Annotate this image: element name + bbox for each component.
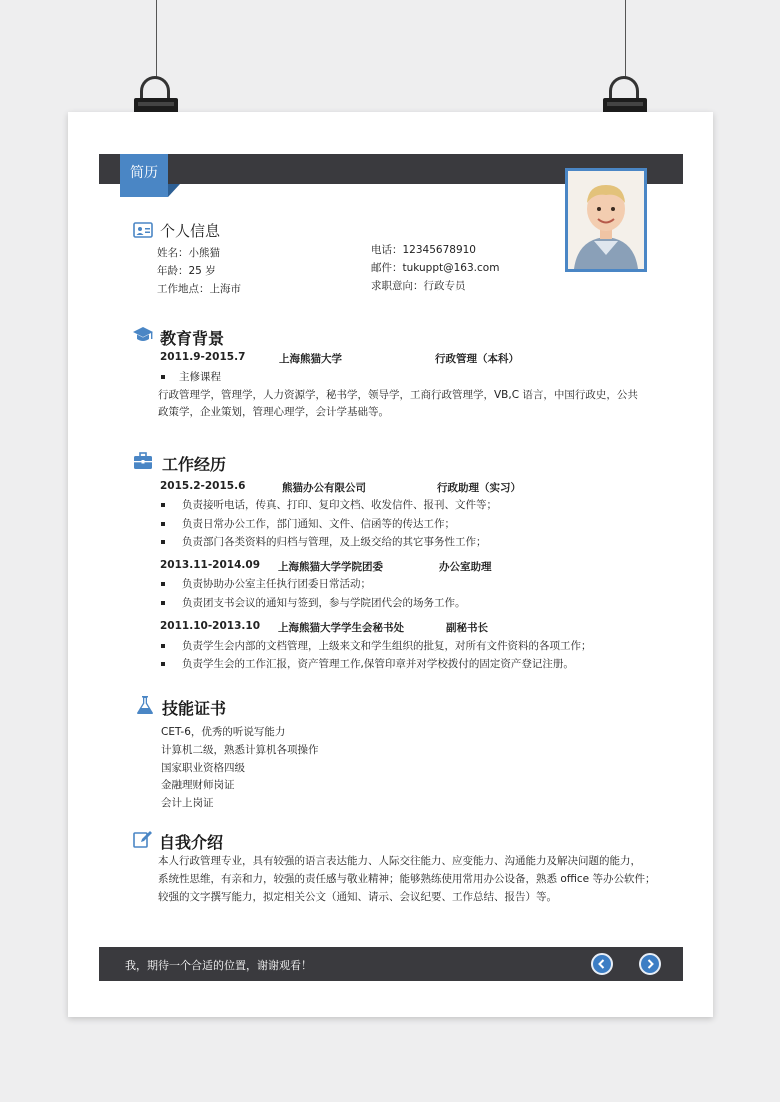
job-role: 办公室助理 (439, 561, 492, 573)
briefcase-icon (133, 452, 153, 470)
job-role: 副秘书长 (446, 622, 488, 634)
prev-button[interactable] (591, 953, 613, 975)
job-period: 2015.2-2015.6 (160, 480, 246, 492)
arrow-left-icon (596, 958, 608, 970)
section-title-skills: 技能证书 (162, 699, 227, 718)
education-major: 行政管理（本科） (435, 353, 519, 365)
personal-intent: 求职意向：行政专员 (371, 280, 466, 292)
personal-phone: 电话：12345678910 (371, 244, 476, 256)
hanging-string (625, 0, 626, 78)
personal-name: 姓名：小熊猫 (157, 247, 220, 259)
job-role: 行政助理（实习） (437, 482, 521, 494)
skill-item: 国家职业资格四级 (161, 762, 245, 774)
footer-text: 我，期待一个合适的位置，谢谢观看！ (125, 959, 312, 972)
bullet-icon (161, 375, 165, 379)
bullet-icon (161, 540, 165, 544)
education-courses-line: 行政管理学，管理学，人力资源学，秘书学，领导学，工商行政管理学，VB,C 语言，中国行政史，公共 (158, 389, 638, 401)
intro-line: 系统性思维，有亲和力，较强的责任感与敬业精神；能够熟练使用常用办公设备，熟悉 office 等办公软件； (158, 873, 656, 885)
resume-paper (68, 112, 713, 1017)
id-card-icon (133, 221, 153, 239)
job-duty: 负责学生会的工作汇报，资产管理工作,保管印章并对学校拨付的固定资产登记注册。 (182, 658, 574, 670)
education-courses-line: 政策学，企业策划，管理心理学，会计学基础等。 (158, 406, 389, 418)
skill-item: 金融理财师岗证 (161, 779, 235, 791)
job-org: 上海熊猫大学学院团委 (278, 561, 383, 573)
footer-bar (99, 947, 683, 981)
skill-item: CET-6，优秀的听说写能力 (161, 726, 286, 738)
profile-photo (565, 168, 647, 272)
bullet-icon (161, 582, 165, 586)
job-period: 2013.11-2014.09 (160, 559, 261, 571)
pencil-icon (133, 830, 153, 848)
resume-tag: 简历 (120, 154, 168, 197)
education-bullet: 主修课程 (179, 371, 221, 383)
job-duty: 负责协助办公室主任执行团委日常活动； (182, 578, 371, 590)
intro-line: 较强的文字撰写能力，拟定相关公文（通知、请示、会议纪要、工作总结、报告）等。 (158, 891, 557, 903)
education-period: 2011.9-2015.7 (160, 351, 246, 363)
bullet-icon (161, 601, 165, 605)
next-button[interactable] (639, 953, 661, 975)
job-org: 熊猫办公有限公司 (282, 482, 366, 494)
job-duty: 负责团支书会议的通知与签到，参与学院团代会的场务工作。 (182, 597, 466, 609)
job-duty: 负责接听电话，传真、打印、复印文档、收发信件、报刊、文件等； (182, 499, 497, 511)
job-duty: 负责部门各类资料的归档与管理，及上级交给的其它事务性工作； (182, 536, 487, 548)
intro-line: 本人行政管理专业，具有较强的语言表达能力、人际交往能力、应变能力、沟通能力及解决问题的能力， (158, 855, 641, 867)
bullet-icon (161, 522, 165, 526)
bullet-icon (161, 503, 165, 507)
skill-item: 会计上岗证 (161, 797, 214, 809)
flask-icon (136, 695, 154, 715)
education-school: 上海熊猫大学 (279, 353, 342, 365)
section-title-work: 工作经历 (162, 455, 227, 474)
job-duty: 负责日常办公工作，部门通知、文件、信函等的传达工作； (182, 518, 455, 530)
personal-email: 邮件：tukuppt@163.com (371, 262, 500, 274)
personal-location: 工作地点：上海市 (157, 283, 241, 295)
job-duty: 负责学生会内部的文档管理，上级来文和学生组织的批复，对所有文件资料的各项工作； (182, 640, 592, 652)
bullet-icon (161, 644, 165, 648)
bullet-icon (161, 662, 165, 666)
graduation-cap-icon (132, 326, 154, 344)
arrow-right-icon (644, 958, 656, 970)
skill-item: 计算机二级，熟悉计算机各项操作 (161, 744, 319, 756)
job-org: 上海熊猫大学学生会秘书处 (278, 622, 404, 634)
section-title-intro: 自我介绍 (159, 833, 224, 852)
section-title-education: 教育背景 (160, 329, 225, 348)
personal-age: 年龄：25 岁 (157, 265, 216, 277)
job-period: 2011.10-2013.10 (160, 620, 261, 632)
hanging-string (156, 0, 157, 78)
section-title-personal: 个人信息 (160, 222, 221, 240)
